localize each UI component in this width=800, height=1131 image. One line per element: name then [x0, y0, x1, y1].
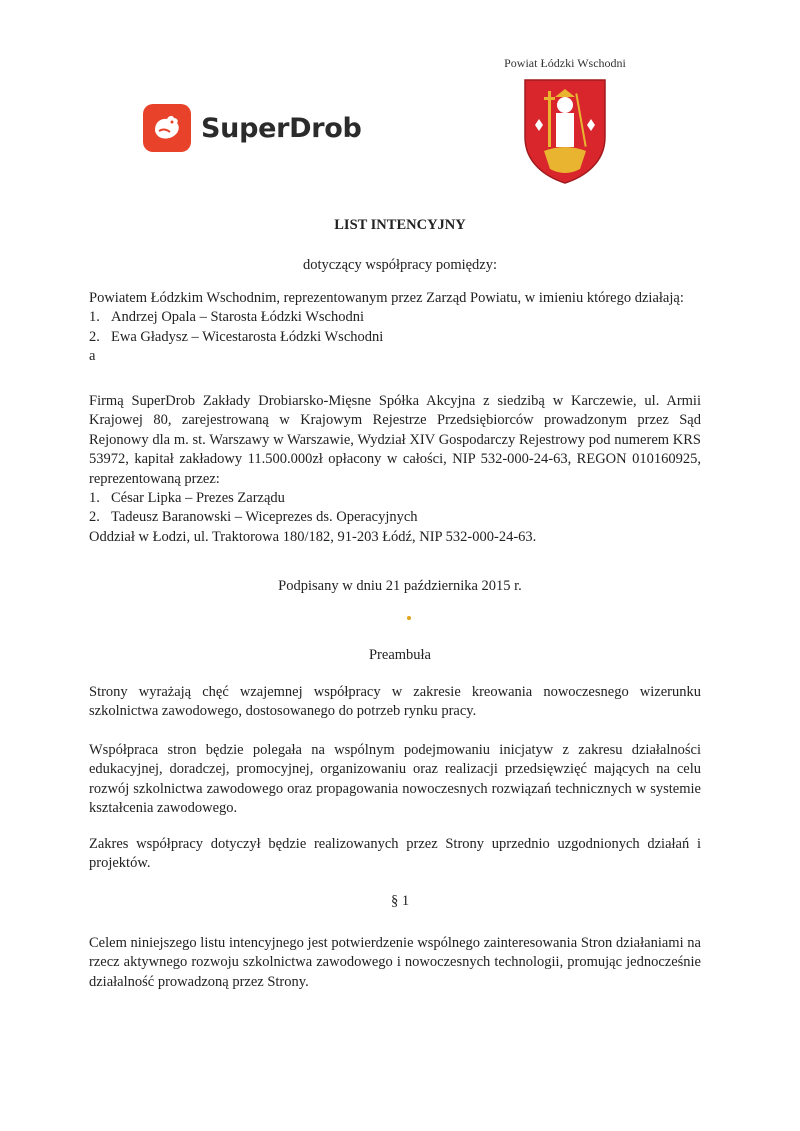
- list-item: [89, 489, 701, 508]
- party-one-members: [89, 308, 701, 347]
- list-number: 2.: [89, 328, 100, 345]
- list-number: 1.: [89, 490, 100, 507]
- list-text: Andrzej Opala – Starosta Łódzki Wschodni: [111, 309, 365, 326]
- list-number: 2.: [89, 509, 100, 526]
- paragraph: Strony wyrażają chęć wzajemnej współpracy w zakresie kreowania nowoczesnego wizerunku szkolnictwa zawodowego, dostosowanego do potrzeb rynku pracy.: [89, 684, 701, 720]
- section-heading: § 1: [390, 893, 410, 909]
- list-item: [89, 508, 701, 527]
- list-item: [89, 308, 701, 327]
- paragraph: Celem niniejszego listu intencyjnego jest potwierdzenie wspólnego zainteresowania Stron działaniami na rzecz aktywnego rozwoju szkolnictwa zawodowego i nowoczesnych technologii, promując jednocześnie działalność prowadzoną przez Strony.: [89, 935, 701, 990]
- document-title: LIST INTENCYJNY: [334, 217, 466, 233]
- shield-icon: [522, 77, 608, 185]
- preamble-paragraph-2: [89, 741, 701, 819]
- section-one-paragraph: [89, 934, 701, 992]
- signing-date: Podpisany w dniu 21 października 2015 r.: [278, 578, 522, 594]
- coat-label: Powiat Łódzki Wschodni: [504, 56, 626, 70]
- stray-mark: [407, 616, 411, 620]
- superdrob-logo-text: SuperDrob: [201, 112, 362, 144]
- document-subtitle: dotyczący współpracy pomiędzy:: [302, 257, 498, 273]
- party-two-members: [89, 489, 701, 528]
- party-one-intro: Powiatem Łódzkim Wschodnim, reprezentowanym przez Zarząd Powiatu, w imieniu którego działają:: [89, 290, 684, 306]
- branch-info: Oddział w Łodzi, ul. Traktorowa 180/182, 91-203 Łódź, NIP 532-000-24-63.: [89, 528, 537, 545]
- rooster-icon: [143, 104, 191, 152]
- conjunction: a: [89, 348, 96, 365]
- paragraph: Zakres współpracy dotyczył będzie realizowanych przez Strony uprzednio uzgodnionych działań i projektów.: [89, 836, 701, 872]
- party-two: [89, 392, 701, 547]
- preamble-paragraph-3: [89, 835, 701, 874]
- party-two-intro: Firmą SuperDrob Zakłady Drobiarsko-Mięsne Spółka Akcyjna z siedzibą w Karczewie, ul. Armii Krajowej 80, zarejestrowaną w Krajowym Rejestrze Przedsiębiorców prowadzonym przez Sąd Rejonowy dla m. st. Warszawy w Warszawie, Wydział XIV Gospodarczy Rejestrowy pod numerem KRS 53972, kapitał zakładowy 11.500.000zł opłacony w całości, NIP 532-000-24-63, REGON 010160925, reprezentowaną przez:: [89, 393, 701, 487]
- preamble-heading: Preambuła: [368, 647, 431, 663]
- preamble-paragraph-1: [89, 683, 701, 722]
- list-text: César Lipka – Prezes Zarządu: [111, 490, 285, 507]
- list-text: Tadeusz Baranowski – Wiceprezes ds. Operacyjnych: [111, 509, 418, 526]
- paragraph: Współpraca stron będzie polegała na wspólnym podejmowaniu inicjatyw z zakresu działalności edukacyjnej, doradczej, promocyjnej, organizowaniu oraz realizacji przedsięwzięć mających na celu rozwój szkolnictwa zawodowego oraz propagowania nowoczesnych rozwiązań technicznych w systemie kształcenia zawodowego.: [89, 742, 701, 817]
- superdrob-logo: [143, 104, 362, 152]
- list-item: [89, 328, 701, 347]
- coat-of-arms: [480, 56, 650, 185]
- list-number: 1.: [89, 309, 100, 326]
- party-one: [89, 289, 701, 367]
- list-text: Ewa Gładysz – Wicestarosta Łódzki Wschodni: [111, 328, 384, 345]
